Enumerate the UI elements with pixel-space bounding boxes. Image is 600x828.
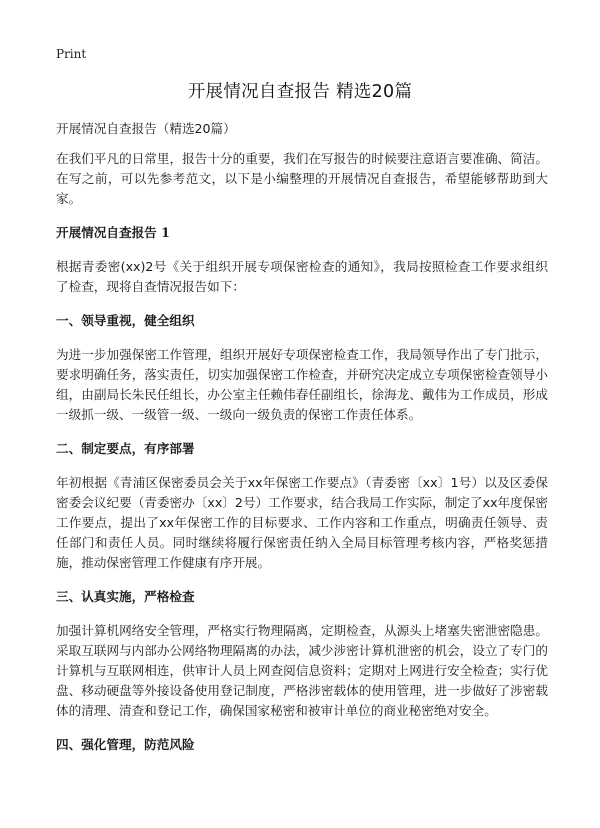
lead-paragraph: 根据青委密(xx)2号《关于组织开展专项保密检查的通知》，我局按照检查工作要求组织了检查，现将自查情况报告如下： [56,259,548,294]
section-heading-4: 四、强化管理，防范风险 [56,737,195,752]
report-section-title: 开展情况自查报告 1 [56,225,170,240]
print-label: Print [56,47,87,61]
document-body [56,119,548,769]
section-heading-1: 一、领导重视，健全组织 [56,313,195,328]
section-heading-3: 三、认真实施，严格检查 [56,589,195,604]
section-body-1: 为进一步加强保密工作管理，组织开展好专项保密检查工作，我局领导作出了专门批示，要求明确任务，落实责任，切实加强保密工作检查，并研究决定成立专项保密检查领导小组，由副局长朱民任组长，办公室主任赖伟春任副组长，徐海龙、戴伟为工作成员，形成一级抓一级、一级管一级、一级向一级负责的保密工作责任体系。 [56,347,548,422]
intro-paragraph: 在我们平凡的日常里，报告十分的重要，我们在写报告的时候要注意语言要准确、简洁。在写之前，可以先参考范文，以下是小编整理的开展情况自查报告，希望能够帮助到大家。 [56,151,548,206]
section-heading-2: 二、制定要点，有序部署 [56,441,195,456]
document-title: 开展情况自查报告 精选20篇 [187,82,413,102]
section-body-3: 加强计算机网络安全管理，严格实行物理隔离，定期检查，从源头上堵塞失密泄密隐患。采取互联网与内部办公网络物理隔离的办法，减少涉密计算机泄密的机会，设立了专门的计算机与互联网相连，供审计人员上网查阅信息资料；定期对上网进行安全检查；实行优盘、移动硬盘等外接设备使用登记制度，严格涉密载体的使用管理，进一步做好了涉密载体的清理、清查和登记工作，确保国家秘密和被审计单位的商业秘密绝对安全。 [56,623,548,718]
section-body-2: 年初根据《青浦区保密委员会关于xx年保密工作要点》（青委密〔xx〕1号）以及区委保密委会议纪要（青委密办〔xx〕2号）工作要求，结合我局工作实际，制定了xx年度保密工作要点，提出了xx年保密工作的目标要求、工作内容和工作重点，明确责任领导、责任部门和责任人员。同时继续将履行保密责任纳入全局目标管理考核内容，严格奖惩措施，推动保密管理工作健康有序开展。 [56,475,548,570]
document-subtitle: 开展情况自查报告（精选20篇） [56,121,236,136]
